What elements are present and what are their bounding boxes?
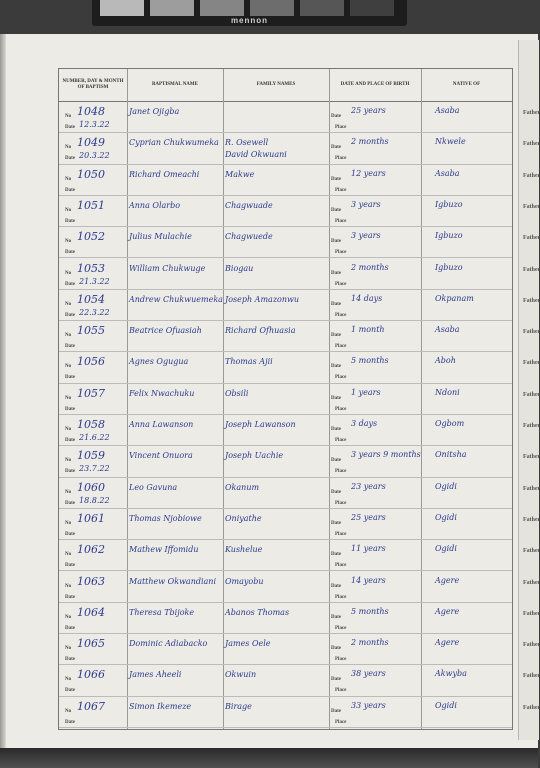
birth-date-label: Date xyxy=(331,552,341,558)
birth-date-label: Date xyxy=(331,176,341,182)
calibration-brand: mennon xyxy=(230,16,269,25)
entry-number: 1053 xyxy=(77,261,105,275)
entry-number: 1062 xyxy=(77,543,105,557)
register-entry xyxy=(59,696,512,728)
place-label: Place xyxy=(335,719,347,725)
register-entry xyxy=(59,664,512,696)
native-of-value: Ogidi xyxy=(435,481,457,491)
family-name: Kushelue xyxy=(225,545,263,555)
register-entry xyxy=(59,477,512,509)
birth-age: 33 years xyxy=(351,700,386,710)
birth-age: 5 months xyxy=(351,606,389,616)
no-label: No xyxy=(65,427,72,432)
no-label: No xyxy=(65,333,72,339)
baptismal-name: Richard Omeachi xyxy=(129,169,200,179)
entry-number: 1063 xyxy=(77,574,105,588)
register-entry xyxy=(59,226,512,258)
baptismal-name: Theresa Tbijoke xyxy=(129,607,195,617)
native-of-value: Akwyba xyxy=(435,669,467,679)
facing-page-label: Father xyxy=(523,610,540,617)
birth-age: 25 years xyxy=(351,106,386,115)
entry-number: 1065 xyxy=(77,637,105,651)
no-label: No xyxy=(65,114,72,119)
native-of-value: Ogidi xyxy=(435,544,457,554)
native-of-value: Agere xyxy=(435,638,460,648)
birth-date-label: Date xyxy=(331,614,341,620)
birth-date-label: Date xyxy=(331,427,341,432)
family-name: Biogau xyxy=(225,263,254,273)
entry-number: 1066 xyxy=(77,668,105,682)
baptism-date: 21.6.22 xyxy=(79,433,110,442)
entry-number: 1059 xyxy=(77,449,105,463)
no-label: No xyxy=(65,145,72,151)
facing-page-label: Father xyxy=(523,203,540,210)
facing-page-label: Father xyxy=(523,235,540,242)
native-of-value: Agere xyxy=(435,606,460,616)
place-label: Place xyxy=(335,156,347,162)
baptismal-name: Dominic Adiabacko xyxy=(129,639,208,649)
date-label: Date xyxy=(65,375,75,381)
birth-date-label: Date xyxy=(331,145,341,151)
family-name-second-line: David Okwuani xyxy=(225,150,287,160)
baptism-date: 22.3.22 xyxy=(79,307,110,317)
entry-number: 1051 xyxy=(77,198,105,212)
family-name: Okwuin xyxy=(225,670,257,680)
entry-number: 1049 xyxy=(77,136,105,150)
date-label: Date xyxy=(65,344,75,350)
facing-page-label: Father xyxy=(523,642,540,649)
register-entry xyxy=(59,164,512,196)
baptism-date: 12.3.22 xyxy=(79,120,110,129)
facing-page-label: Father xyxy=(523,391,540,398)
page-gutter xyxy=(0,34,6,768)
register-entry xyxy=(59,633,512,665)
birth-age: 2 months xyxy=(351,262,389,272)
no-label: No xyxy=(65,520,72,526)
date-label: Date xyxy=(65,156,75,162)
date-label: Date xyxy=(65,688,75,694)
date-label: Date xyxy=(65,531,75,537)
baptismal-name: Thomas Njobiowe xyxy=(129,513,202,523)
place-label: Place xyxy=(335,594,347,600)
register-entry xyxy=(59,602,512,634)
birth-date-label: Date xyxy=(331,677,341,683)
date-label: Date xyxy=(65,563,75,569)
facing-page-label: Father xyxy=(523,360,540,367)
baptismal-name: Anna Olarbo xyxy=(129,200,181,210)
place-label: Place xyxy=(335,125,347,130)
entry-number: 1057 xyxy=(77,386,105,400)
date-label: Date xyxy=(65,125,75,130)
no-label: No xyxy=(65,176,72,182)
birth-age: 14 years xyxy=(351,575,386,585)
no-label: No xyxy=(65,364,72,370)
facing-page-label: Father xyxy=(523,110,540,116)
baptismal-name: James Aheeli xyxy=(129,670,182,680)
place-label: Place xyxy=(335,375,347,381)
birth-age: 14 days xyxy=(351,293,383,303)
baptismal-name: Mathew Iffomidu xyxy=(129,545,199,555)
baptismal-name: Cyprian Chukwumeka xyxy=(129,138,219,148)
family-name: James Oele xyxy=(225,639,271,649)
place-label: Place xyxy=(335,500,347,506)
place-label: Place xyxy=(335,625,347,631)
baptism-date: 20.3.22 xyxy=(79,151,110,161)
scan-bottom-edge xyxy=(0,748,538,768)
place-label: Place xyxy=(335,563,347,569)
birth-date-label: Date xyxy=(331,646,341,652)
birth-age: 3 years xyxy=(351,199,381,209)
date-label: Date xyxy=(65,500,75,506)
register-entry xyxy=(59,258,512,290)
birth-age: 38 years xyxy=(351,669,386,679)
native-of-value: Aboh xyxy=(435,356,456,366)
birth-age: 23 years xyxy=(351,481,386,491)
family-name: Birage xyxy=(225,701,252,711)
baptismal-name: Simon Ikemeze xyxy=(129,701,192,711)
no-label: No xyxy=(65,270,72,276)
birth-date-label: Date xyxy=(331,207,341,213)
birth-date-label: Date xyxy=(331,239,341,245)
family-name: Joseph Amazonwu xyxy=(225,294,299,304)
place-label: Place xyxy=(335,250,347,256)
native-of-value: Onitsha xyxy=(435,450,467,460)
no-label: No xyxy=(65,583,72,589)
native-of-value: Agere xyxy=(435,575,460,585)
baptismal-name: Janet Ojigba xyxy=(129,107,180,116)
native-of-value: Igbuzo xyxy=(435,199,463,209)
no-label: No xyxy=(65,677,72,683)
baptismal-name: Agnes Ogugua xyxy=(129,357,189,367)
entry-number: 1054 xyxy=(77,292,105,306)
birth-age: 25 years xyxy=(351,512,386,522)
gray-swatch xyxy=(300,0,344,16)
register-entry xyxy=(59,445,512,477)
date-label: Date xyxy=(65,469,75,475)
place-label: Place xyxy=(335,218,347,224)
color-calibration-strip xyxy=(92,0,407,26)
place-label: Place xyxy=(335,657,347,663)
no-label: No xyxy=(65,301,72,307)
place-label: Place xyxy=(335,187,347,193)
birth-date-label: Date xyxy=(331,333,341,339)
date-label: Date xyxy=(65,281,75,287)
family-name: Thomas Ajii xyxy=(225,357,273,367)
gray-swatch xyxy=(250,0,294,16)
birth-age: 5 months xyxy=(351,356,389,366)
date-label: Date xyxy=(65,594,75,600)
birth-date-label: Date xyxy=(331,489,341,495)
entry-number: 1061 xyxy=(77,511,105,525)
facing-page-label: Father xyxy=(523,172,540,179)
place-label: Place xyxy=(335,406,347,412)
native-of-value: Asaba xyxy=(435,325,460,335)
native-of-value: Igbuzo xyxy=(435,262,463,272)
no-label: No xyxy=(65,614,72,620)
entry-number: 1064 xyxy=(77,605,105,619)
native-of-value: Asaba xyxy=(435,168,460,178)
no-label: No xyxy=(65,552,72,558)
family-name: Makwe xyxy=(225,169,255,179)
header-date-place-birth: DATE AND PLACE OF BIRTH xyxy=(340,82,410,87)
entry-number: 1052 xyxy=(77,230,105,244)
register-entry xyxy=(59,383,512,415)
birth-date-label: Date xyxy=(331,583,341,589)
register-entry xyxy=(59,289,512,321)
date-label: Date xyxy=(65,438,75,443)
facing-page-label: Father xyxy=(523,329,540,336)
facing-page-label: Father xyxy=(523,485,540,492)
place-label: Place xyxy=(335,531,347,537)
facing-page-label: Father xyxy=(523,579,540,586)
no-label: No xyxy=(65,207,72,213)
birth-age: 11 years xyxy=(351,544,386,554)
place-label: Place xyxy=(335,281,347,287)
register-entry xyxy=(59,351,512,383)
baptism-date: 23.7.22 xyxy=(79,464,110,474)
baptismal-name: Andrew Chukwuemeka xyxy=(129,294,223,304)
birth-age: 12 years xyxy=(351,168,386,178)
birth-date-label: Date xyxy=(331,114,341,119)
birth-age: 2 months xyxy=(351,137,389,147)
family-name: R. Osewell xyxy=(225,138,269,148)
family-name: Okanum xyxy=(225,482,260,492)
date-label: Date xyxy=(65,218,75,224)
baptism-register-table xyxy=(58,68,513,730)
no-label: No xyxy=(65,395,72,401)
facing-page-label: Father xyxy=(523,297,540,304)
native-of-value: Nkwele xyxy=(435,137,466,147)
native-of-value: Ogidi xyxy=(435,700,457,710)
native-of-value: Ogidi xyxy=(435,512,457,522)
birth-date-label: Date xyxy=(331,708,341,714)
facing-page-label: Father xyxy=(523,423,540,429)
no-label: No xyxy=(65,708,72,714)
birth-age: 3 years xyxy=(351,231,381,241)
birth-date-label: Date xyxy=(331,270,341,276)
header-baptismal-name: BAPTISMAL NAME xyxy=(152,82,198,87)
family-name: Oniyathe xyxy=(225,513,262,523)
baptismal-name: Vincent Onuora xyxy=(129,451,193,461)
place-label: Place xyxy=(335,438,347,443)
native-of-value: Okpanam xyxy=(435,293,474,303)
gray-swatch xyxy=(100,0,144,16)
register-entry xyxy=(59,320,512,352)
register-entry xyxy=(59,508,512,540)
entry-number: 1048 xyxy=(77,105,105,118)
baptismal-name: William Chukwuge xyxy=(129,263,206,273)
family-name: Obsili xyxy=(225,388,249,398)
family-name: Joseph Uachie xyxy=(225,451,284,461)
date-label: Date xyxy=(65,187,75,193)
native-of-value: Ndoni xyxy=(435,387,460,397)
baptismal-name: Leo Gavuna xyxy=(129,482,178,492)
baptismal-name: Felix Nwachuku xyxy=(129,388,195,398)
baptismal-name: Anna Lawanson xyxy=(129,420,194,429)
facing-page-label: Father xyxy=(523,548,540,555)
gray-swatch xyxy=(350,0,394,16)
facing-page-label: Father xyxy=(523,266,540,273)
no-label: No xyxy=(65,646,72,652)
native-of-value: Ogbom xyxy=(435,419,465,428)
entry-number: 1058 xyxy=(77,418,105,431)
place-label: Place xyxy=(335,312,347,318)
native-of-value: Asaba xyxy=(435,106,460,115)
gray-swatch xyxy=(200,0,244,16)
date-label: Date xyxy=(65,250,75,256)
no-label: No xyxy=(65,458,72,464)
date-label: Date xyxy=(65,625,75,631)
header-family-names: FAMILY NAMES xyxy=(256,82,296,87)
family-name: Richard Ofhuasia xyxy=(225,326,296,336)
entry-number: 1050 xyxy=(77,167,105,181)
date-label: Date xyxy=(65,312,75,318)
birth-date-label: Date xyxy=(331,364,341,370)
birth-age: 1 month xyxy=(351,325,385,335)
no-label: No xyxy=(65,239,72,245)
register-entry xyxy=(59,539,512,571)
baptismal-name: Beatrice Ofuasiah xyxy=(129,326,202,336)
baptismal-name: Matthew Okwandiani xyxy=(129,576,217,586)
facing-page-label: Father xyxy=(523,704,540,711)
family-name: Abanos Thomas xyxy=(225,607,290,617)
birth-age: 2 months xyxy=(351,638,389,648)
header-native-of: NATIVE OF xyxy=(452,82,481,87)
register-entry xyxy=(59,414,512,446)
place-label: Place xyxy=(335,344,347,350)
family-name: Chagwuade xyxy=(225,200,273,210)
date-label: Date xyxy=(65,719,75,725)
birth-age: 3 days xyxy=(351,419,378,428)
date-label: Date xyxy=(65,406,75,412)
facing-page-label: Father xyxy=(523,141,540,148)
facing-page-label: Father xyxy=(523,516,540,523)
no-label: No xyxy=(65,489,72,495)
family-name: Joseph Lawanson xyxy=(225,420,296,429)
gray-swatch xyxy=(150,0,194,16)
register-entry xyxy=(59,132,512,164)
birth-date-label: Date xyxy=(331,520,341,526)
entry-number: 1055 xyxy=(77,324,105,338)
register-entry xyxy=(59,195,512,227)
entry-number: 1060 xyxy=(77,480,105,494)
baptism-date: 18.8.22 xyxy=(79,495,110,505)
place-label: Place xyxy=(335,688,347,694)
birth-date-label: Date xyxy=(331,395,341,401)
native-of-value: Igbuzo xyxy=(435,231,463,241)
family-name: Chagwuede xyxy=(225,232,273,242)
place-label: Place xyxy=(335,469,347,475)
entry-number: 1056 xyxy=(77,355,105,369)
birth-date-label: Date xyxy=(331,458,341,464)
birth-age: 1 years xyxy=(351,387,381,397)
baptismal-name: Julius Mulachie xyxy=(129,232,192,242)
entry-number: 1067 xyxy=(77,699,105,713)
family-name: Omayobu xyxy=(225,576,264,586)
facing-page-label: Father xyxy=(523,673,540,680)
header-number: NUMBER, DAY & MONTH OF BAPTISM xyxy=(62,79,124,90)
birth-age: 3 years 9 months xyxy=(351,450,421,460)
birth-date-label: Date xyxy=(331,301,341,307)
facing-page-label: Father xyxy=(523,454,540,461)
register-entry xyxy=(59,571,512,603)
date-label: Date xyxy=(65,657,75,663)
register-entry xyxy=(59,101,512,133)
baptism-date: 21.3.22 xyxy=(79,276,110,286)
